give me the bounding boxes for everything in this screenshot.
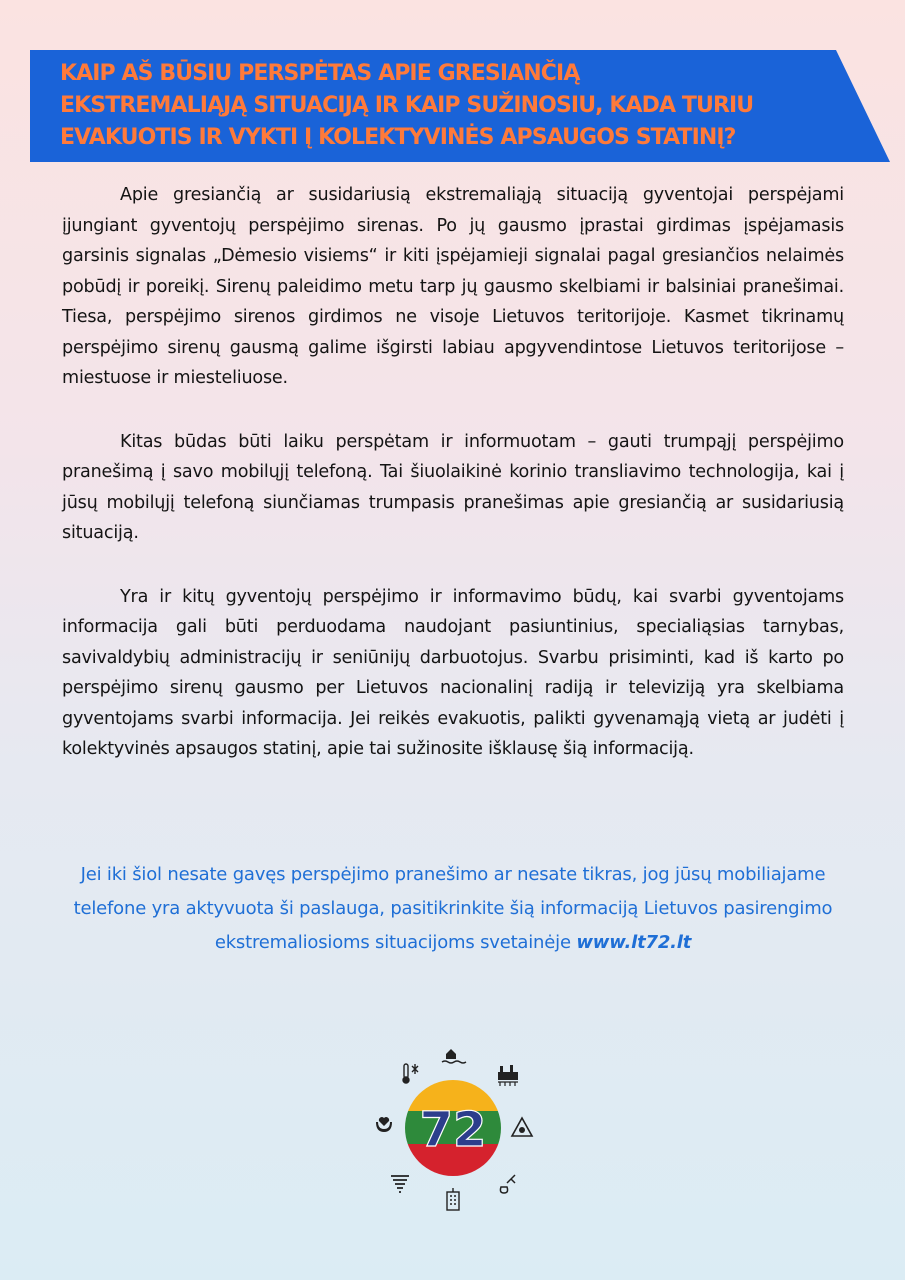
info-note-text: Jei iki šiol nesate gavęs perspėjimo pranešimo ar nesate tikras, jog jūsų mobiliajame telefone yra aktyvuota ši paslauga, pasitikrinkite šią informaciją Lietuvos pasirengimo ekstremaliosioms situacijoms svetainėje bbox=[73, 864, 833, 953]
info-note bbox=[62, 858, 844, 960]
website-link[interactable]: www.lt72.lt bbox=[576, 932, 692, 953]
lt72-logo bbox=[362, 1038, 544, 1220]
thermometer-snowflake-icon bbox=[403, 1064, 418, 1083]
paragraph-sirens: Apie gresiančią ar susidariusią ekstremaliąją situaciją gyventojai perspėjami įjungiant gyventojų perspėjimo sirenas. Po jų gausmo įprastai girdimas įspėjamasis garsinis signalas „Dėmesio visiems“ ir kiti įspėjamieji signalai pagal gresiančios nelaimės pobūdį ir poreikį. Sirenų paleidimo metu tarp jų gausmo skelbiami ir balsiniai pranešimai. Tiesa, perspėjimo sirenos girdimos ne visoje Lietuvos teritorijoje. Kasmet tikrinamų perspėjimo sirenų gausmą galime išgirsti labiau apgyvendintose Lietuvos teritorijose – miestuose ir miesteliuose. bbox=[62, 185, 844, 388]
hands-heart-icon bbox=[376, 1117, 392, 1132]
gas-leak-icon bbox=[500, 1175, 515, 1193]
paragraph-mobile: Kitas būdas būti laiku perspėtam ir informuotam – gauti trumpąjį perspėjimo pranešimą į savo mobilųjį telefoną. Tai šiuolaikinė korinio transliavimo technologija, kai į jūsų mobilųjį telefoną siunčiamas trumpasis pranešimas apie gresiančią ar susidariusią situaciją. bbox=[62, 431, 844, 543]
main-content bbox=[62, 180, 844, 798]
logo-number: 72 bbox=[419, 1102, 487, 1158]
building-icon bbox=[447, 1188, 459, 1210]
tornado-icon bbox=[391, 1176, 409, 1192]
page-title: KAIP AŠ BŪSIU PERSPĖTAS APIE GRESIANČIĄ EKSTREMALIĄJĄ SITUACIJĄ IR KAIP SUŽINOSIU, KADA TURIU EVAKUOTIS IR VYKTI Į KOLEKTYVINĖS APSAUGOS STATINĮ? bbox=[60, 61, 754, 150]
factory-icon bbox=[498, 1065, 518, 1086]
radiation-warning-icon bbox=[512, 1118, 532, 1136]
flood-house-icon bbox=[442, 1049, 466, 1063]
paragraph-other-methods: Yra ir kitų gyventojų perspėjimo ir informavimo būdų, kai svarbi gyventojams informacija gali būti perduodama naudojant pasiuntinius, specialiąsias tarnybas, savivaldybių administracijų ir seniūnijų darbuotojus. Svarbu prisiminti, kad iš karto po perspėjimo sirenų gausmo per Lietuvos nacionalinį radiją ir televiziją yra skelbiama gyventojams svarbi informacija. Jei reikės evakuotis, palikti gyvenamąją vietą ar judėti į kolektyvinės apsaugos statinį, apie tai sužinosite išklausę šią informaciją. bbox=[62, 586, 844, 759]
